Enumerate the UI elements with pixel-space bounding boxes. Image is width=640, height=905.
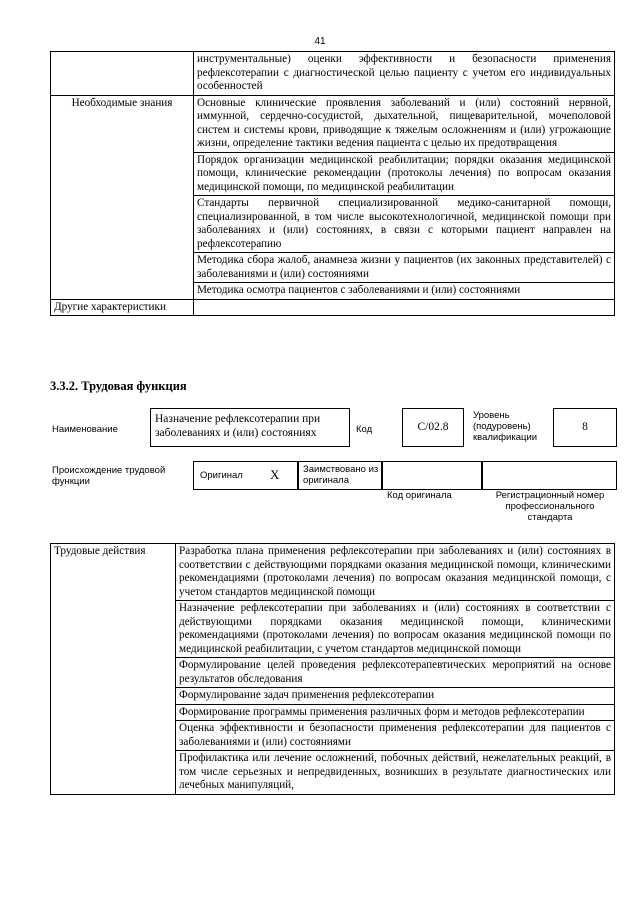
table-cell: Разработка плана применения рефлексотерапии при заболеваниях и (или) состояниях в соответствии с действующими порядками оказания медицинской помощи, клиническими рекомендациями (протоколами лечения) по вопросам оказания медицинской помощи, с учетом стандартов медицинской помощи <box>176 544 615 601</box>
row-label: Другие характеристики <box>51 299 194 316</box>
table-cell: Основные клинические проявления заболеваний и (или) состояний нервной, иммунной, сердечно-сосудистой, дыхательной, пищеварительной, мочеполовой систем и системы крови, приводящие к тяжелым осложнениям и (или) угрожающие жизни, определение тактики ведения пациента с целью их предотвращения <box>194 95 615 152</box>
table-row <box>51 95 615 152</box>
table-row <box>51 52 615 96</box>
code-label: Код <box>356 424 373 435</box>
labor-actions-table <box>50 543 615 795</box>
code-value: С/02.8 <box>417 421 449 433</box>
level-value: 8 <box>582 421 588 433</box>
function-name: Назначение рефлексотерапии при заболеваниях и (или) состояниях <box>155 413 321 439</box>
table-cell: Формулирование целей проведения рефлексотерапевтических мероприятий на основе результатов обследования <box>176 658 615 688</box>
table-row <box>51 299 615 316</box>
original-box <box>193 461 299 490</box>
name-label: Наименование <box>52 424 118 435</box>
table-cell: Профилактика или лечение осложнений, побочных действий, нежелательных реакций, в том числе серьезных и непредвиденных, возникших в результате диагностических или лечебных манипуляций, <box>176 751 615 795</box>
table-cell: Методика сбора жалоб, анамнеза жизни у пациентов (их законных представителей) с заболеваниями и (или) состояниями <box>194 253 615 283</box>
table-cell: Стандарты первичной специализированной медико-санитарной помощи, специализированной, в том числе высокотехнологичной, медицинской помощи при заболеваниях и (или) состояниях, в связи с которыми пациент направлен на рефлексотерапию <box>194 196 615 253</box>
table-cell: инструментальные) оценки эффективности и безопасности применения рефлексотерапии с диагностической целью пациенту с учетом его индивидуальных особенностей <box>194 52 615 96</box>
table-cell: Методика осмотра пациентов с заболеваниями и (или) состояниями <box>194 283 615 300</box>
table-cell <box>194 299 615 316</box>
original-code-caption: Код оригинала <box>387 490 452 501</box>
code-box <box>402 408 464 447</box>
section-heading: 3.3.2. Трудовая функция <box>50 379 187 393</box>
borrowed-label: Заимствовано из оригинала <box>303 464 379 486</box>
origin-label: Происхождение трудовой функции <box>52 465 166 487</box>
row-label <box>51 52 194 96</box>
table-row <box>51 544 615 601</box>
page-number: 41 <box>314 36 326 47</box>
table-cell: Оценка эффективности и безопасности применения рефлексотерапии для пациентов с заболеваниями и (или) состояниями <box>176 721 615 751</box>
level-label: Уровень (подуровень) квалификации <box>473 410 538 443</box>
level-box <box>553 408 617 447</box>
table-cell: Формулирование задач применения рефлексотерапии <box>176 688 615 705</box>
borrowed-box <box>297 461 383 490</box>
table-cell: Формирование программы применения различных форм и методов рефлексотерапии <box>176 704 615 721</box>
row-label: Необходимые знания <box>51 95 194 299</box>
original-code-box <box>381 461 483 490</box>
knowledge-table <box>50 51 615 316</box>
table-cell: Порядок организации медицинской реабилитации; порядки оказания медицинской помощи, клинические рекомендации (протоколы лечения) по вопросам оказания медицинской помощи, по медицинской реабилитации <box>194 152 615 196</box>
function-name-box <box>150 408 350 447</box>
original-mark: X <box>270 467 280 482</box>
table-cell: Назначение рефлексотерапии при заболеваниях и (или) состояниях в соответствии с действующими порядками оказания медицинской помощи, клиническими рекомендациями (протоколами лечения) по вопросам оказания медицинской помощи по медицинской реабилитации, с учетом стандартов медицинской помощи <box>176 601 615 658</box>
reg-number-box <box>481 461 617 490</box>
reg-number-caption: Регистрационный номер профессионального стандарта <box>495 490 605 523</box>
row-label: Трудовые действия <box>51 544 176 795</box>
original-label: Оригинал <box>200 470 243 481</box>
